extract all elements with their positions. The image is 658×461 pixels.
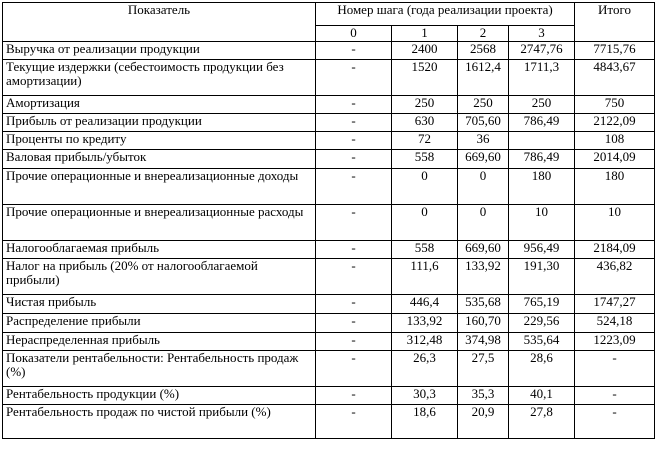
cell-step-2: 160,70 [458,314,509,333]
row-label: Текущие издержки (себестоимость продукции без амортизации) [3,60,316,96]
cell-step-2: 36 [458,132,509,150]
cell-total: - [575,405,655,439]
cell-step-1: 72 [392,132,458,150]
cell-step-2: 250 [458,96,509,114]
cell-step-3: 786,49 [509,150,575,169]
cell-step-3: 180 [509,169,575,205]
cell-step-0: - [316,295,392,314]
header-step-1: 1 [392,26,458,42]
cell-total: 180 [575,169,655,205]
cell-step-1: 558 [392,241,458,259]
header-step-group: Номер шага (года реализации проекта) [316,3,575,26]
cell-step-1: 0 [392,205,458,241]
table-row [3,314,655,333]
cell-step-3: 250 [509,96,575,114]
cell-step-1: 312,48 [392,333,458,351]
cell-step-0: - [316,169,392,205]
row-label: Валовая прибыль/убыток [3,150,316,169]
cell-step-2: 0 [458,205,509,241]
row-label: Налогооблагаемая прибыль [3,241,316,259]
cell-step-2: 20,9 [458,405,509,439]
row-label: Показатели рентабельности: Рентабельность продаж (%) [3,351,316,387]
financial-results-table [2,2,655,439]
cell-step-3: 535,64 [509,333,575,351]
table-row [3,96,655,114]
cell-step-1: 630 [392,114,458,132]
table-body [3,42,655,439]
cell-step-3: 28,6 [509,351,575,387]
cell-step-3 [509,132,575,150]
cell-step-2: 1612,4 [458,60,509,96]
row-label: Распределение прибыли [3,314,316,333]
header-step-0: 0 [316,26,392,42]
cell-step-1: 18,6 [392,405,458,439]
cell-step-3: 10 [509,205,575,241]
cell-step-3: 191,30 [509,259,575,295]
cell-total: 1223,09 [575,333,655,351]
table-row [3,150,655,169]
cell-step-2: 705,60 [458,114,509,132]
cell-step-0: - [316,405,392,439]
cell-step-0: - [316,132,392,150]
cell-step-0: - [316,205,392,241]
cell-total: 7715,76 [575,42,655,60]
header-total: Итого [575,3,655,42]
cell-total: 4843,67 [575,60,655,96]
header-indicator: Показатель [3,3,316,42]
row-label: Рентабельность продукции (%) [3,387,316,405]
row-label: Прочие операционные и внереализационные расходы [3,205,316,241]
cell-total: 524,18 [575,314,655,333]
row-label: Прибыль от реализации продукции [3,114,316,132]
cell-total: 108 [575,132,655,150]
row-label: Чистая прибыль [3,295,316,314]
cell-step-0: - [316,387,392,405]
cell-step-3: 1711,3 [509,60,575,96]
cell-total: - [575,387,655,405]
header-step-2: 2 [458,26,509,42]
cell-total: 2122,09 [575,114,655,132]
cell-step-3: 786,49 [509,114,575,132]
table-row [3,259,655,295]
cell-step-0: - [316,333,392,351]
row-label: Налог на прибыль (20% от налогооблагаемой прибыли) [3,259,316,295]
table-row [3,295,655,314]
cell-step-1: 30,3 [392,387,458,405]
table-row [3,169,655,205]
cell-step-2: 669,60 [458,150,509,169]
cell-step-3: 27,8 [509,405,575,439]
cell-step-0: - [316,60,392,96]
cell-total: 1747,27 [575,295,655,314]
cell-total: 2014,09 [575,150,655,169]
cell-step-2: 535,68 [458,295,509,314]
table-row [3,351,655,387]
row-label: Выручка от реализации продукции [3,42,316,60]
cell-step-2: 35,3 [458,387,509,405]
cell-step-2: 374,98 [458,333,509,351]
cell-step-2: 133,92 [458,259,509,295]
row-label: Проценты по кредиту [3,132,316,150]
cell-step-0: - [316,241,392,259]
cell-step-0: - [316,150,392,169]
table-row [3,42,655,60]
table-row [3,405,655,439]
cell-step-2: 669,60 [458,241,509,259]
cell-step-3: 229,56 [509,314,575,333]
cell-step-3: 956,49 [509,241,575,259]
cell-step-2: 2568 [458,42,509,60]
row-label: Амортизация [3,96,316,114]
cell-step-0: - [316,96,392,114]
header-step-3: 3 [509,26,575,42]
cell-step-1: 558 [392,150,458,169]
cell-total: 436,82 [575,259,655,295]
cell-step-1: 0 [392,169,458,205]
table-row [3,205,655,241]
cell-total: - [575,351,655,387]
cell-step-0: - [316,351,392,387]
cell-step-3: 2747,76 [509,42,575,60]
cell-step-0: - [316,259,392,295]
cell-step-0: - [316,42,392,60]
row-label: Нераспределенная прибыль [3,333,316,351]
cell-step-0: - [316,314,392,333]
cell-step-3: 40,1 [509,387,575,405]
cell-total: 2184,09 [575,241,655,259]
table-row [3,241,655,259]
table-row [3,114,655,132]
cell-step-1: 446,4 [392,295,458,314]
cell-step-0: - [316,114,392,132]
cell-step-2: 0 [458,169,509,205]
cell-step-1: 1520 [392,60,458,96]
table-header [3,3,655,42]
cell-step-1: 26,3 [392,351,458,387]
cell-total: 750 [575,96,655,114]
cell-step-1: 250 [392,96,458,114]
table-row [3,333,655,351]
cell-total: 10 [575,205,655,241]
row-label: Рентабельность продаж по чистой прибыли (%) [3,405,316,439]
row-label: Прочие операционные и внереализационные доходы [3,169,316,205]
table-row [3,387,655,405]
cell-step-2: 27,5 [458,351,509,387]
cell-step-3: 765,19 [509,295,575,314]
table-row [3,60,655,96]
table-row [3,132,655,150]
cell-step-1: 133,92 [392,314,458,333]
cell-step-1: 2400 [392,42,458,60]
cell-step-1: 111,6 [392,259,458,295]
